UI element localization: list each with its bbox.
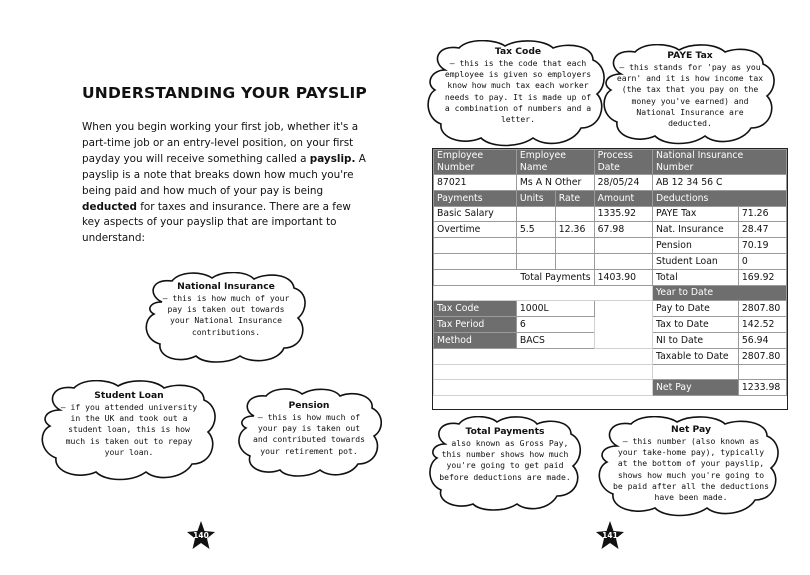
- payslip-header-row-1: [434, 150, 787, 175]
- intro-after: for taxes and insurance. There are a few key aspects of your payslip that are important to understand:: [82, 200, 351, 245]
- payment-empty-cell: [516, 238, 555, 254]
- header-amount: Amount: [594, 190, 652, 206]
- line-row-2: [434, 222, 787, 238]
- employee-row: [434, 175, 787, 191]
- ytd-row-4: [434, 348, 787, 364]
- intro-middle: A payslip is a note that breaks down how much you're being paid and how much of your pay is being: [82, 152, 366, 197]
- cloud-total-payments-title: Total Payments: [465, 426, 545, 437]
- deduction-name: Student Loan: [652, 253, 738, 269]
- header-rate: Rate: [555, 190, 594, 206]
- payment-name: Overtime: [434, 222, 517, 238]
- deduction-name: Nat. Insurance: [652, 222, 738, 238]
- total-payments-label: Total Payments: [434, 269, 595, 285]
- cloud-pension-text: – this is how much of your pay is taken out and contributed towards your retirement pot.: [252, 412, 366, 456]
- blank-cell: [738, 364, 786, 380]
- ytd-value: 56.94: [738, 332, 786, 348]
- ytd-value: 2807.80: [738, 348, 786, 364]
- spacer-cell: [434, 364, 653, 380]
- info-row-1: [434, 301, 787, 317]
- info-label: Tax Period: [434, 317, 517, 333]
- intro-paragraph: [82, 120, 372, 247]
- info-value: 6: [516, 317, 594, 333]
- total-deductions-value: 169.92: [738, 269, 786, 285]
- cloud-student-loan-title: Student Loan: [94, 390, 164, 401]
- line-row-4: [434, 253, 787, 269]
- cloud-net-pay: [595, 416, 785, 518]
- cloud-national-insurance-title: National Insurance: [177, 281, 275, 292]
- line-row-3: [434, 238, 787, 254]
- net-pay-row: [434, 380, 787, 396]
- header-employee-name: Employee Name: [516, 150, 594, 175]
- side-title-text: [55, 123, 62, 228]
- payment-rate: 12.36: [555, 222, 594, 238]
- ytd-value: 2807.80: [738, 301, 786, 317]
- cloud-paye-tax: [601, 44, 779, 146]
- cloud-tax-code-text: – this is the code that each employee is given so employers know how much tax each worker needs to pay. It is made up of a combination of numbers and a letter.: [444, 58, 592, 125]
- payments-header-row: [434, 190, 787, 206]
- deduction-amount: 70.19: [738, 238, 786, 254]
- info-label: Method: [434, 332, 517, 348]
- cloud-total-payments-text: – also known as Gross Pay, this number shows how much you're going to get paid before deductions are made.: [439, 438, 571, 482]
- blank-row: [434, 364, 787, 380]
- header-employee-number: Employee Number: [434, 150, 517, 175]
- employee-number: 87021: [434, 175, 517, 191]
- payment-empty-cell: [434, 238, 517, 254]
- spacer-cell: [434, 285, 653, 301]
- spacer-cell: [434, 380, 653, 396]
- spacer-cell: [434, 348, 653, 364]
- cloud-paye-tax-text: – this stands for 'pay as you earn' and it is how income tax (the tax that you pay on the money you've earned) and National Insurance are deducted.: [616, 62, 764, 129]
- payslip: [432, 148, 788, 410]
- blank-cell: [652, 364, 738, 380]
- payment-rate: [555, 206, 594, 222]
- payment-name: Basic Salary: [434, 206, 517, 222]
- line-row-1: [434, 206, 787, 222]
- intro-before: When you begin working your first job, whether it's a part-time job or an entry-level position, on your first payday you will receive something called a: [82, 121, 359, 165]
- ytd-label: Taxable to Date: [652, 348, 738, 364]
- payment-amount: 1335.92: [594, 206, 652, 222]
- total-payments-value: 1403.90: [594, 269, 652, 285]
- payment-empty-cell: [516, 253, 555, 269]
- employee-name: Ms A N Other: [516, 175, 594, 191]
- info-label: Tax Code: [434, 301, 517, 317]
- info-value: 1000L: [516, 301, 594, 317]
- page-number-right-text: 141: [602, 531, 618, 540]
- payment-empty-cell: [555, 238, 594, 254]
- header-ni-number: National Insurance Number: [652, 150, 786, 175]
- cloud-net-pay-text: – this number (also known as your take-home pay), typically at the bottom of your payslip, shows how much you're going to be paid after all the deductions have been made.: [613, 436, 769, 503]
- spacer-cell: [594, 301, 652, 348]
- ytd-value: 142.52: [738, 317, 786, 333]
- cloud-pension-title: Pension: [288, 400, 330, 411]
- deduction-name: PAYE Tax: [652, 206, 738, 222]
- ytd-label: Pay to Date: [652, 301, 738, 317]
- ytd-label: NI to Date: [652, 332, 738, 348]
- payment-empty-cell: [555, 253, 594, 269]
- header-units: Units: [516, 190, 555, 206]
- cloud-tax-code: [425, 40, 611, 148]
- cloud-national-insurance: [142, 272, 310, 364]
- right-page: [405, 0, 810, 575]
- payment-amount: 67.98: [594, 222, 652, 238]
- deduction-amount: 71.26: [738, 206, 786, 222]
- payment-units: [516, 206, 555, 222]
- ytd-header-row: [434, 285, 787, 301]
- payment-empty-cell: [434, 253, 517, 269]
- deduction-amount: 0: [738, 253, 786, 269]
- totals-row: [434, 269, 787, 285]
- page-number-left: [186, 521, 216, 551]
- payment-units: 5.5: [516, 222, 555, 238]
- page-heading: UNDERSTANDING YOUR PAYSLIP: [82, 84, 367, 102]
- cloud-total-payments: [427, 416, 583, 512]
- side-title: [6, 18, 62, 228]
- page-number-right: [595, 521, 625, 551]
- cloud-paye-tax-title: PAYE Tax: [667, 50, 713, 61]
- info-value: BACS: [516, 332, 594, 348]
- cloud-national-insurance-text: – this is how much of your pay is taken out towards your National Insurance contributions.: [162, 293, 290, 337]
- header-payments: Payments: [434, 190, 517, 206]
- total-deductions-label: Total: [652, 269, 738, 285]
- deduction-name: Pension: [652, 238, 738, 254]
- cloud-pension: [236, 388, 382, 478]
- page-number-left-text: 140: [193, 531, 209, 540]
- ytd-header: Year to Date: [652, 285, 786, 301]
- ni-number: AB 12 34 56 C: [652, 175, 786, 191]
- header-process-date: Process Date: [594, 150, 652, 175]
- intro-bold-payslip: payslip.: [309, 152, 356, 165]
- cloud-student-loan-text: – if you attended university in the UK and took out a student loan, this is how much is taken out to repay your loan.: [60, 402, 198, 457]
- payslip-table: [433, 149, 787, 396]
- net-pay-value: 1233.98: [738, 380, 786, 396]
- cloud-tax-code-title: Tax Code: [494, 46, 542, 57]
- deduction-amount: 28.47: [738, 222, 786, 238]
- cloud-net-pay-title: Net Pay: [671, 424, 711, 435]
- ytd-label: Tax to Date: [652, 317, 738, 333]
- cloud-student-loan: [38, 380, 220, 482]
- intro-bold-deducted: deducted: [82, 200, 137, 213]
- process-date: 28/05/24: [594, 175, 652, 191]
- net-pay-label: Net Pay: [652, 380, 738, 396]
- payment-empty-cell: [594, 253, 652, 269]
- header-deductions: Deductions: [652, 190, 786, 206]
- payment-empty-cell: [594, 238, 652, 254]
